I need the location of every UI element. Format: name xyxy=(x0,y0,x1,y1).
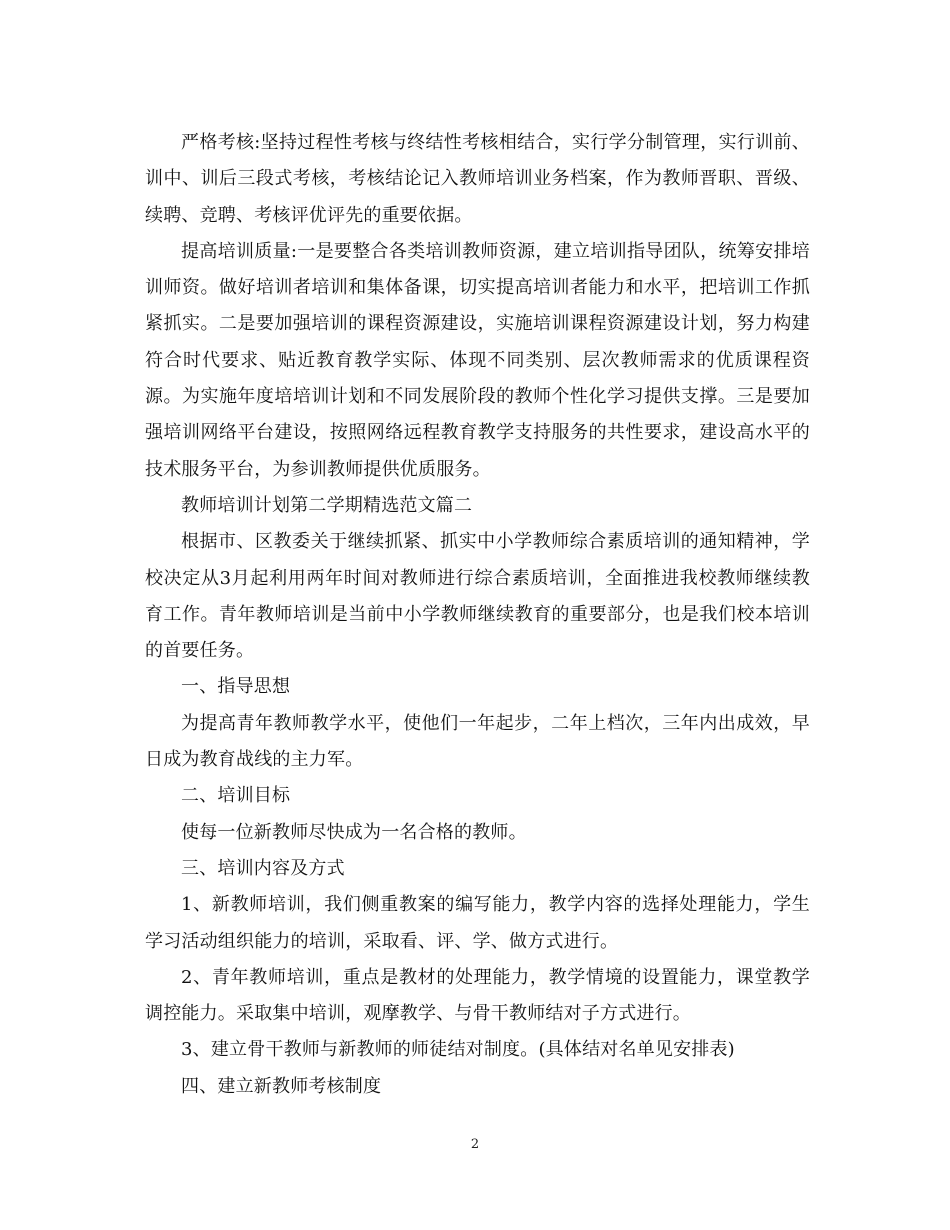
paragraph-strict-assessment: 严格考核:坚持过程性考核与终结性考核相结合，实行学分制管理，实行训前、训中、训后三段式考核，考核结论记入教师培训业务档案，作为教师晋职、晋级、续聘、竞聘、考核评优评先的重要依据。 xyxy=(145,132,810,226)
paragraph-guiding-ideology: 为提高青年教师教学水平，使他们一年起步，二年上档次，三年内出成效，早日成为教育战线的主力军。 xyxy=(145,712,810,771)
paragraph-improve-quality: 提高培训质量:一是要整合各类培训教师资源，建立培训指导团队，统筹安排培训师资。做好培训者培训和集体备课，切实提高培训者能力和水平，把培训工作抓紧抓实。二是要加强培训的课程资源建设，实施培训课程资源建设计划，努力构建符合时代要求、贴近教育教学实际、体现不同类别、层次教师需求的优质课程资源。为实施年度培培训计划和不同发展阶段的教师个性化学习提供支撑。三是要加强培训网络平台建设，按照网络远程教育教学支持服务的共性要求，建设高水平的技术服务平台，为参训教师提供优质服务。 xyxy=(145,240,810,480)
page-number: 2 xyxy=(470,1137,480,1152)
list-item-young-teacher-training: 2、青年教师培训，重点是教材的处理能力，教学情境的设置能力，课堂教学调控能力。采取集中培训，观摩教学、与骨干教师结对子方式进行。 xyxy=(145,966,810,1025)
list-item-new-teacher-training: 1、新教师培训，我们侧重教案的编写能力，教学内容的选择处理能力，学生学习活动组织能力的培训，采取看、评、学、做方式进行。 xyxy=(145,894,810,952)
document-body xyxy=(145,125,810,1105)
paragraph-background: 根据市、区教委关于继续抓紧、抓实中小学教师综合素质培训的通知精神，学校决定从3月起利用两年时间对教师进行综合素质培训，全面推进我校教师继续教育工作。青年教师培训是当前中小学教师继续教育的重要部分，也是我们校本培训的首要任务。 xyxy=(145,531,810,662)
heading-guiding-ideology: 一、指导思想 xyxy=(181,676,291,698)
paragraph-training-goals: 使每一位新教师尽快成为一名合格的教师。 xyxy=(181,821,527,843)
paragraph-section-title: 教师培训计划第二学期精选范文篇二 xyxy=(181,494,473,516)
heading-training-content: 三、培训内容及方式 xyxy=(181,857,345,879)
list-item-mentor-system: 3、建立骨干教师与新教师的师徒结对制度。(具体结对名单见安排表) xyxy=(181,1039,735,1061)
heading-assessment-system: 四、建立新教师考核制度 xyxy=(181,1075,382,1097)
heading-training-goals: 二、培训目标 xyxy=(181,785,291,807)
